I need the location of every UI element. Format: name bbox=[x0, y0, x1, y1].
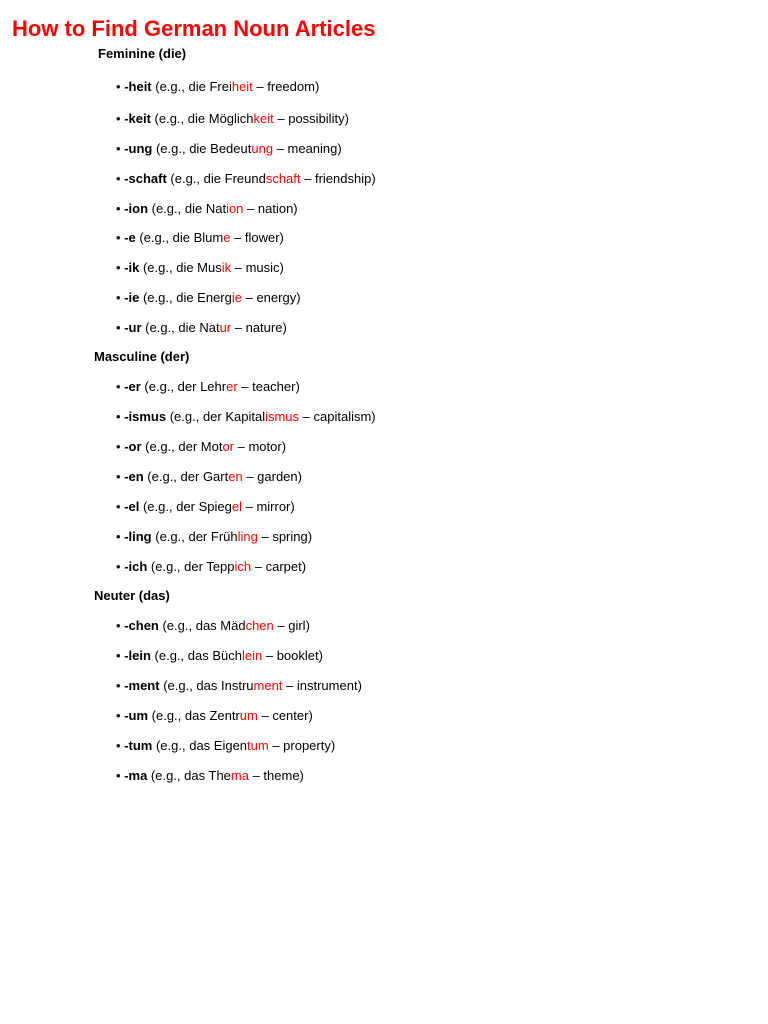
example-translation: – center) bbox=[257, 708, 313, 723]
example-open: (e.g., der bbox=[147, 559, 207, 574]
example-ending: ich bbox=[234, 559, 252, 574]
bullet: • bbox=[116, 559, 121, 574]
suffix-label: -ismus bbox=[124, 409, 167, 424]
bullet: • bbox=[116, 409, 121, 424]
example-open: (e.g., die bbox=[139, 260, 198, 275]
example-stem: Spieg bbox=[198, 499, 232, 514]
bullet: • bbox=[116, 439, 121, 454]
example-translation: – nation) bbox=[243, 201, 298, 216]
bullet: • bbox=[116, 529, 121, 544]
suffix-label: -ik bbox=[124, 260, 140, 275]
list-item bbox=[116, 618, 310, 633]
suffix-label: -chen bbox=[124, 618, 159, 633]
example-ending: ling bbox=[237, 529, 258, 544]
section-heading: Neuter (das) bbox=[94, 588, 170, 603]
bullet: • bbox=[116, 678, 121, 693]
example-stem: Nat bbox=[199, 320, 220, 335]
example-translation: – possibility) bbox=[273, 111, 349, 126]
bullet: • bbox=[116, 499, 121, 514]
list-item bbox=[116, 141, 342, 156]
suffix-label: -ment bbox=[124, 678, 160, 693]
example-open: (e.g., das bbox=[159, 678, 221, 693]
suffix-label: -heit bbox=[124, 79, 152, 94]
example-open: (e.g., die bbox=[150, 111, 209, 126]
suffix-label: -ung bbox=[124, 141, 153, 156]
bullet: • bbox=[116, 111, 121, 126]
suffix-label: -ie bbox=[124, 290, 140, 305]
example-stem: Gart bbox=[202, 469, 229, 484]
example-ending: ion bbox=[226, 201, 244, 216]
list-item bbox=[116, 409, 376, 424]
suffix-label: -e bbox=[124, 230, 136, 245]
example-open: (e.g., die bbox=[139, 290, 198, 305]
example-ending: ik bbox=[221, 260, 232, 275]
example-stem: Freund bbox=[224, 171, 266, 186]
section-heading: Masculine (der) bbox=[94, 349, 190, 364]
list-item bbox=[116, 290, 301, 305]
list-item bbox=[116, 648, 323, 663]
example-open: (e.g., der bbox=[143, 469, 203, 484]
suffix-label: -el bbox=[124, 499, 140, 514]
bullet: • bbox=[116, 141, 121, 156]
list-item bbox=[116, 469, 302, 484]
example-ending: keit bbox=[253, 111, 274, 126]
example-translation: – capitalism) bbox=[299, 409, 376, 424]
example-open: (e.g., die bbox=[135, 230, 194, 245]
example-ending: ma bbox=[230, 768, 249, 783]
example-open: (e.g., die bbox=[152, 141, 211, 156]
list-item bbox=[116, 111, 349, 126]
example-ending: heit bbox=[231, 79, 253, 94]
list-item bbox=[116, 499, 295, 514]
example-open: (e.g., die bbox=[166, 171, 225, 186]
example-stem: Mus bbox=[197, 260, 222, 275]
suffix-label: -ling bbox=[124, 529, 152, 544]
example-stem: Eigen bbox=[213, 738, 248, 753]
suffix-label: -er bbox=[124, 379, 141, 394]
suffix-label: -keit bbox=[124, 111, 151, 126]
suffix-label: -tum bbox=[124, 738, 153, 753]
example-stem: Mäd bbox=[220, 618, 246, 633]
example-ending: e bbox=[223, 230, 231, 245]
example-open: (e.g., das bbox=[152, 738, 214, 753]
example-open: (e.g., der bbox=[139, 499, 199, 514]
example-translation: – mirror) bbox=[241, 499, 295, 514]
bullet: • bbox=[116, 201, 121, 216]
list-item bbox=[116, 260, 284, 275]
example-translation: – teacher) bbox=[237, 379, 300, 394]
example-ending: en bbox=[228, 469, 243, 484]
example-translation: – nature) bbox=[231, 320, 287, 335]
suffix-label: -en bbox=[124, 469, 144, 484]
bullet: • bbox=[116, 230, 121, 245]
example-stem: Frei bbox=[209, 79, 232, 94]
example-open: (e.g., das bbox=[158, 618, 221, 633]
bullet: • bbox=[116, 469, 121, 484]
example-translation: – girl) bbox=[273, 618, 310, 633]
example-open: (e.g., die bbox=[148, 201, 206, 216]
example-stem: Mot bbox=[200, 439, 223, 454]
list-item bbox=[116, 439, 286, 454]
bullet: • bbox=[116, 379, 121, 394]
example-translation: – carpet) bbox=[251, 559, 307, 574]
list-item bbox=[116, 559, 306, 574]
example-translation: – spring) bbox=[257, 529, 313, 544]
example-open: (e.g., die bbox=[141, 320, 200, 335]
example-stem: Nat bbox=[205, 201, 227, 216]
example-ending: lein bbox=[241, 648, 263, 663]
example-stem: Bedeut bbox=[210, 141, 252, 156]
bullet: • bbox=[116, 79, 121, 94]
list-item bbox=[116, 529, 312, 544]
example-translation: – flower) bbox=[230, 230, 284, 245]
bullet: • bbox=[116, 290, 121, 305]
example-stem: Tepp bbox=[206, 559, 235, 574]
example-stem: Lehr bbox=[200, 379, 227, 394]
example-stem: Blum bbox=[193, 230, 224, 245]
list-item bbox=[116, 320, 287, 335]
example-translation: – instrument) bbox=[282, 678, 362, 693]
example-stem: Kapital bbox=[225, 409, 266, 424]
bullet: • bbox=[116, 618, 121, 633]
bullet: • bbox=[116, 768, 121, 783]
example-translation: – energy) bbox=[242, 290, 301, 305]
list-item bbox=[116, 738, 335, 753]
example-translation: – music) bbox=[231, 260, 284, 275]
suffix-label: -ion bbox=[124, 201, 149, 216]
example-open: (e.g., der bbox=[140, 379, 201, 394]
example-ending: ismus bbox=[265, 409, 300, 424]
section-heading: Feminine (die) bbox=[98, 46, 187, 61]
suffix-label: -or bbox=[124, 439, 142, 454]
list-item bbox=[116, 708, 313, 723]
suffix-label: -ma bbox=[124, 768, 148, 783]
bullet: • bbox=[116, 260, 121, 275]
example-ending: chen bbox=[245, 618, 274, 633]
example-stem: Büch bbox=[212, 648, 242, 663]
example-stem: Energ bbox=[197, 290, 232, 305]
example-ending: tum bbox=[247, 738, 269, 753]
example-stem: Früh bbox=[210, 529, 238, 544]
example-ending: schaft bbox=[265, 171, 301, 186]
example-ending: el bbox=[231, 499, 242, 514]
list-item bbox=[116, 379, 300, 394]
example-stem: Zentr bbox=[209, 708, 240, 723]
bullet: • bbox=[116, 320, 121, 335]
example-translation: – meaning) bbox=[273, 141, 342, 156]
example-ending: ie bbox=[231, 290, 242, 305]
list-item bbox=[116, 171, 376, 186]
suffix-label: -ich bbox=[124, 559, 148, 574]
example-translation: – theme) bbox=[248, 768, 304, 783]
example-stem: Möglich bbox=[208, 111, 254, 126]
example-ending: or bbox=[222, 439, 235, 454]
example-translation: – booklet) bbox=[262, 648, 323, 663]
suffix-label: -schaft bbox=[124, 171, 167, 186]
suffix-label: -um bbox=[124, 708, 149, 723]
example-ending: ur bbox=[219, 320, 232, 335]
list-item bbox=[116, 678, 362, 693]
example-ending: ung bbox=[251, 141, 274, 156]
example-translation: – garden) bbox=[242, 469, 302, 484]
example-translation: – property) bbox=[268, 738, 336, 753]
example-stem: Instru bbox=[221, 678, 254, 693]
list-item bbox=[116, 768, 304, 783]
example-open: (e.g., das bbox=[148, 708, 210, 723]
example-open: (e.g., der bbox=[166, 409, 226, 424]
example-open: (e.g., der bbox=[151, 529, 211, 544]
list-item bbox=[116, 230, 284, 245]
suffix-label: -lein bbox=[124, 648, 151, 663]
bullet: • bbox=[116, 648, 121, 663]
example-open: (e.g., das bbox=[147, 768, 209, 783]
example-stem: The bbox=[208, 768, 231, 783]
example-translation: – motor) bbox=[234, 439, 287, 454]
example-translation: – friendship) bbox=[300, 171, 376, 186]
list-item bbox=[116, 79, 319, 94]
example-ending: ment bbox=[253, 678, 283, 693]
list-item bbox=[116, 201, 298, 216]
bullet: • bbox=[116, 708, 121, 723]
example-open: (e.g., die bbox=[151, 79, 210, 94]
example-open: (e.g., das bbox=[150, 648, 213, 663]
example-translation: – freedom) bbox=[252, 79, 320, 94]
bullet: • bbox=[116, 171, 121, 186]
page-title: How to Find German Noun Articles bbox=[12, 16, 376, 41]
suffix-label: -ur bbox=[124, 320, 142, 335]
example-ending: um bbox=[239, 708, 258, 723]
bullet: • bbox=[116, 738, 121, 753]
example-ending: er bbox=[226, 379, 238, 394]
example-open: (e.g., der bbox=[141, 439, 201, 454]
